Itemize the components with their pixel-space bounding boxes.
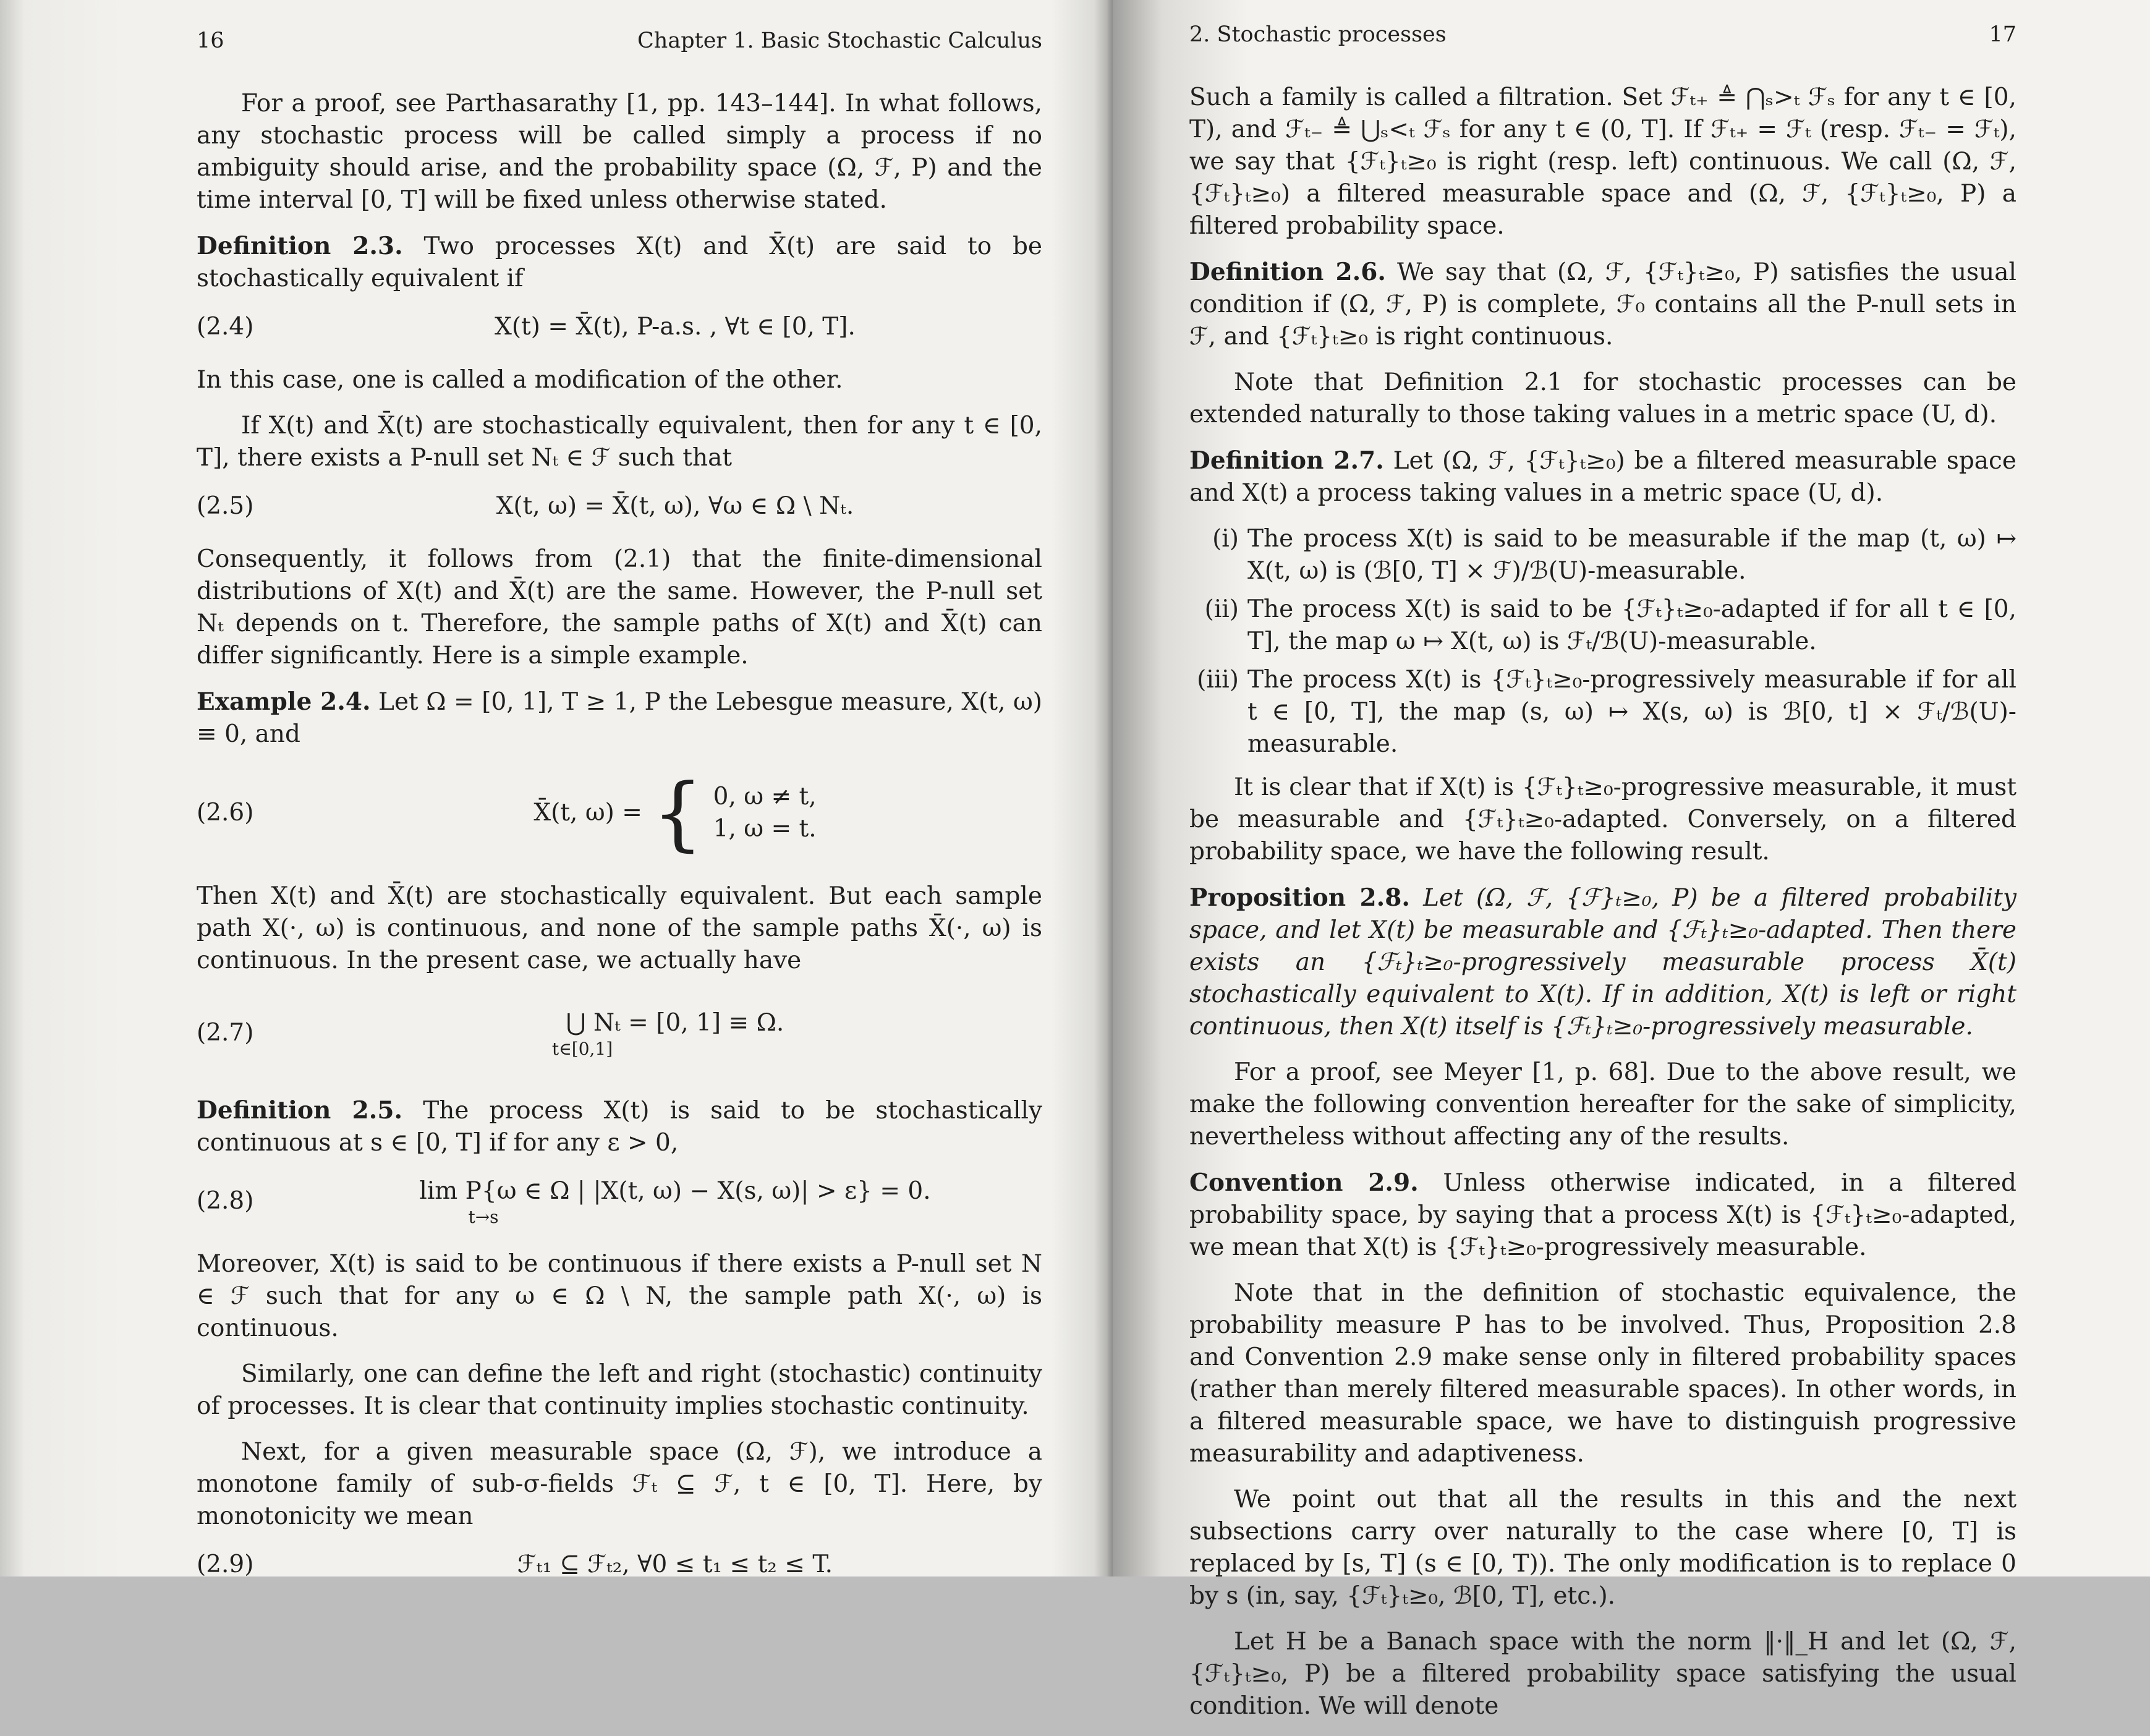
definition-2-3 bbox=[197, 230, 1042, 295]
right-paragraph-4: For a proof, see Meyer [1, p. 68]. Due to the above result, we make the following convention hereafter for the sake of simplicity, nevertheless without affecting any of the results. bbox=[1189, 1058, 2016, 1151]
equation-2-8-body bbox=[382, 1175, 1042, 1227]
equation-2-5-number: (2.5) bbox=[197, 492, 254, 520]
equation-2-7-number: (2.7) bbox=[197, 1019, 254, 1047]
right-page-content bbox=[1189, 19, 2016, 1736]
equation-2-4 bbox=[197, 311, 1042, 343]
right-paragraph-1: Such a family is called a filtration. Set ℱₜ₊ ≜ ⋂ₛ>ₜ ℱₛ for any t ∈ [0, T), and ℱₜ₋ ≜ ⋃ₛ<ₜ ℱₛ for any t ∈ (0, T]. If ℱₜ₊ = ℱₜ (resp. ℱₜ₋ = ℱₜ), we say that {ℱₜ}ₜ≥₀ is right (resp. left) continuous. We call (Ω, ℱ, {ℱₜ}ₜ≥₀) a filtered measurable space and (Ω, ℱ, {ℱₜ}ₜ≥₀, P) a filtered probability space. bbox=[1189, 83, 2016, 240]
definition-2-5-label: Definition 2.5. bbox=[197, 1096, 403, 1125]
equation-2-7-subscript: t∈[0,1] bbox=[551, 1039, 613, 1059]
equation-2-6-cases bbox=[713, 781, 817, 845]
left-page bbox=[0, 0, 1113, 1576]
left-paragraph-1: For a proof, see Parthasarathy [1, pp. 143–144]. In what follows, any stochastic process will be called simply a process if no ambiguity should arise, and the probability space (Ω, ℱ, P) and the time interval [0, T] will be fixed unless otherwise stated. bbox=[197, 90, 1042, 214]
list-item-text: The process X(t) is said to be measurable if the map (t, ω) ↦ X(t, ω) is (ℬ[0, T] × ℱ)/ℬ(U)-measurable. bbox=[1247, 525, 2016, 585]
left-paragraph-6: Moreover, X(t) is said to be continuous if there exists a P-null set N ∈ ℱ such that for any ω ∈ Ω \ N, the sample path X(·, ω) is continuous. bbox=[197, 1250, 1042, 1342]
right-running-header bbox=[1189, 19, 2016, 51]
right-page bbox=[1113, 0, 2150, 1720]
definition-2-5 bbox=[197, 1094, 1042, 1159]
equation-2-9 bbox=[197, 1549, 1042, 1581]
right-paragraph-5: Note that in the definition of stochastic equivalence, the probability measure P has to be involved. Thus, Proposition 2.8 and Convention 2.9 make sense only in filtered probability spaces (rather than merely filtered measurable spaces). In other words, in a filtered measurable space, we have to distinguish progressive measurability and adaptiveness. bbox=[1189, 1279, 2016, 1468]
brace-icon: { bbox=[652, 766, 703, 860]
left-paragraph-3: If X(t) and X̄(t) are stochastically equivalent, then for any t ∈ [0, T], there exists a P-null set Nₜ ∈ ℱ such that bbox=[197, 412, 1042, 472]
definition-2-7-items bbox=[1189, 523, 2016, 760]
equation-2-5 bbox=[197, 490, 1042, 522]
equation-2-6-body bbox=[382, 766, 1042, 860]
left-page-number: 16 bbox=[197, 28, 224, 53]
list-item-text: The process X(t) is said to be {ℱₜ}ₜ≥₀-adapted if for all t ∈ [0, T], the map ω ↦ X(t, ω) is ℱₜ/ℬ(U)-measurable. bbox=[1247, 595, 2016, 655]
right-running-head: 2. Stochastic processes bbox=[1189, 22, 1447, 47]
equation-2-9-body: ℱₜ₁ ⊆ ℱₜ₂, ∀0 ≤ t₁ ≤ t₂ ≤ T. bbox=[517, 1551, 833, 1578]
equation-2-8 bbox=[197, 1175, 1042, 1227]
equation-2-6-case-2: 1, ω = t. bbox=[713, 815, 817, 843]
equation-2-6-case-1: 0, ω ≠ t, bbox=[713, 783, 817, 811]
left-paragraph-8: Next, for a given measurable space (Ω, ℱ), we introduce a monotone family of sub-σ-fields ℱₜ ⊆ ℱ, t ∈ [0, T]. Here, by monotonicity we mean bbox=[197, 1438, 1042, 1530]
left-paragraph-2: In this case, one is called a modification of the other. bbox=[197, 366, 843, 394]
right-paragraph-6: We point out that all the results in this and the next subsections carry over naturally to the case where [0, T] is replaced by [s, T] (s ∈ [0, T)). The only modification is to replace 0 by s (in, say, {ℱₜ}ₜ≥₀, ℬ[0, T], etc.). bbox=[1189, 1486, 2016, 1610]
equation-2-6 bbox=[197, 767, 1042, 859]
convention-2-9-text: Unless otherwise indicated, in a filtered probability space, by saying that a process X(t) is {ℱₜ}ₜ≥₀-adapted, we mean that X(t) is {ℱₜ}ₜ≥₀-progressively measurable. bbox=[1189, 1169, 2016, 1261]
list-item bbox=[1189, 594, 2016, 658]
definition-2-7 bbox=[1189, 445, 2016, 509]
left-page-content bbox=[197, 25, 1042, 1602]
definition-2-7-text: Let (Ω, ℱ, {ℱₜ}ₜ≥₀) be a filtered measurable space and X(t) a process taking values in a metric space (U, d). bbox=[1189, 447, 2016, 507]
equation-2-6-number: (2.6) bbox=[197, 799, 254, 827]
example-2-4-text: Let Ω = [0, 1], T ≥ 1, P the Lebesgue measure, X(t, ω) ≡ 0, and bbox=[197, 688, 1042, 748]
definition-2-6 bbox=[1189, 256, 2016, 353]
right-paragraph-2: Note that Definition 2.1 for stochastic processes can be extended naturally to those taking values in a metric space (U, d). bbox=[1189, 368, 2016, 428]
right-paragraph-7: Let H be a Banach space with the norm ‖·‖_H and let (Ω, ℱ, {ℱₜ}ₜ≥₀, P) be a filtered probability space satisfying the usual condition. We will denote bbox=[1189, 1628, 2016, 1720]
list-item bbox=[1189, 523, 2016, 587]
convention-2-9-label: Convention 2.9. bbox=[1189, 1168, 1419, 1197]
example-2-4-label: Example 2.4. bbox=[197, 687, 371, 716]
definition-2-6-label: Definition 2.6. bbox=[1189, 258, 1386, 286]
proposition-2-8 bbox=[1189, 882, 2016, 1043]
equation-2-5-body: X(t, ω) = X̄(t, ω), ∀ω ∈ Ω \ Nₜ. bbox=[496, 492, 854, 520]
equation-2-8-subscript: t→s bbox=[468, 1207, 499, 1227]
equation-2-8-number: (2.8) bbox=[197, 1187, 254, 1215]
equation-2-4-number: (2.4) bbox=[197, 313, 254, 341]
right-page-number: 17 bbox=[1989, 22, 2016, 47]
list-item-label: (i) bbox=[1212, 525, 1239, 553]
equation-2-9-number: (2.9) bbox=[197, 1551, 254, 1578]
equation-2-4-body: X(t) = X̄(t), P-a.s. , ∀t ∈ [0, T]. bbox=[495, 313, 856, 341]
left-running-header bbox=[197, 25, 1042, 57]
right-paragraph-3: It is clear that if X(t) is {ℱₜ}ₜ≥₀-progressive measurable, it must be measurable and {ℱₜ}ₜ≥₀-adapted. Conversely, on a filtered probability space, we have the following result. bbox=[1189, 773, 2016, 866]
equation-2-7-body bbox=[382, 1007, 1042, 1059]
list-item-text: The process X(t) is {ℱₜ}ₜ≥₀-progressively measurable if for all t ∈ [0, T], the map (s, ω) ↦ X(s, ω) is ℬ[0, t] × ℱₜ/ℬ(U)-measurable. bbox=[1247, 666, 2016, 758]
definition-2-3-label: Definition 2.3. bbox=[197, 232, 403, 260]
list-item bbox=[1189, 664, 2016, 760]
equation-2-7 bbox=[197, 993, 1042, 1073]
left-paragraph-4: Consequently, it follows from (2.1) that the finite-dimensional distributions of X(t) and X̄(t) are the same. However, the P-null set Nₜ depends on t. Therefore, the sample paths of X(t) and X̄(t) can differ significantly. Here is a simple example. bbox=[197, 545, 1042, 670]
definition-2-7-label: Definition 2.7. bbox=[1189, 446, 1384, 475]
left-paragraph-5: Then X(t) and X̄(t) are stochastically equivalent. But each sample path X(·, ω) is continuous, and none of the sample paths X̄(·, ω) is continuous. In the present case, we actually have bbox=[197, 882, 1042, 974]
left-paragraph-7: Similarly, one can define the left and right (stochastic) continuity of processes. It is clear that continuity implies stochastic continuity. bbox=[197, 1360, 1042, 1420]
list-item-label: (iii) bbox=[1197, 666, 1239, 694]
equation-2-7-main: ⋃ Nₜ = [0, 1] ≡ Ω. bbox=[566, 1009, 784, 1037]
example-2-4 bbox=[197, 686, 1042, 751]
definition-2-5-text: The process X(t) is said to be stochastically continuous at s ∈ [0, T] if for any ε > 0, bbox=[197, 1097, 1042, 1157]
definition-2-6-text: We say that (Ω, ℱ, {ℱₜ}ₜ≥₀, P) satisfies the usual condition if (Ω, ℱ, P) is complete, ℱ₀ contains all the P-null sets in ℱ, and {ℱₜ}ₜ≥₀ is right continuous. bbox=[1189, 258, 2016, 351]
definition-2-3-text: Two processes X(t) and X̄(t) are said to be stochastically equivalent if bbox=[197, 232, 1042, 292]
convention-2-9 bbox=[1189, 1167, 2016, 1264]
equation-2-6-lhs: X̄(t, ω) = bbox=[533, 799, 642, 827]
equation-2-8-main: lim P{ω ∈ Ω | |X(t, ω) − X(s, ω)| > ε} = 0. bbox=[419, 1177, 931, 1205]
proposition-2-8-text: Let (Ω, ℱ, {ℱ}ₜ≥₀, P) be a filtered probability space, and let X(t) be measurable and {ℱₜ}ₜ≥₀-adapted. Then there exists an {ℱₜ}ₜ≥₀-progressively measurable process X̄(t) stochastically equivalent to X(t). If in addition, X(t) is left or right continuous, then X(t) itself is {ℱₜ}ₜ≥₀-progressively measurable. bbox=[1189, 884, 2016, 1040]
proposition-2-8-label: Proposition 2.8. bbox=[1189, 883, 1410, 912]
list-item-label: (ii) bbox=[1204, 595, 1239, 623]
left-running-head: Chapter 1. Basic Stochastic Calculus bbox=[637, 28, 1042, 53]
